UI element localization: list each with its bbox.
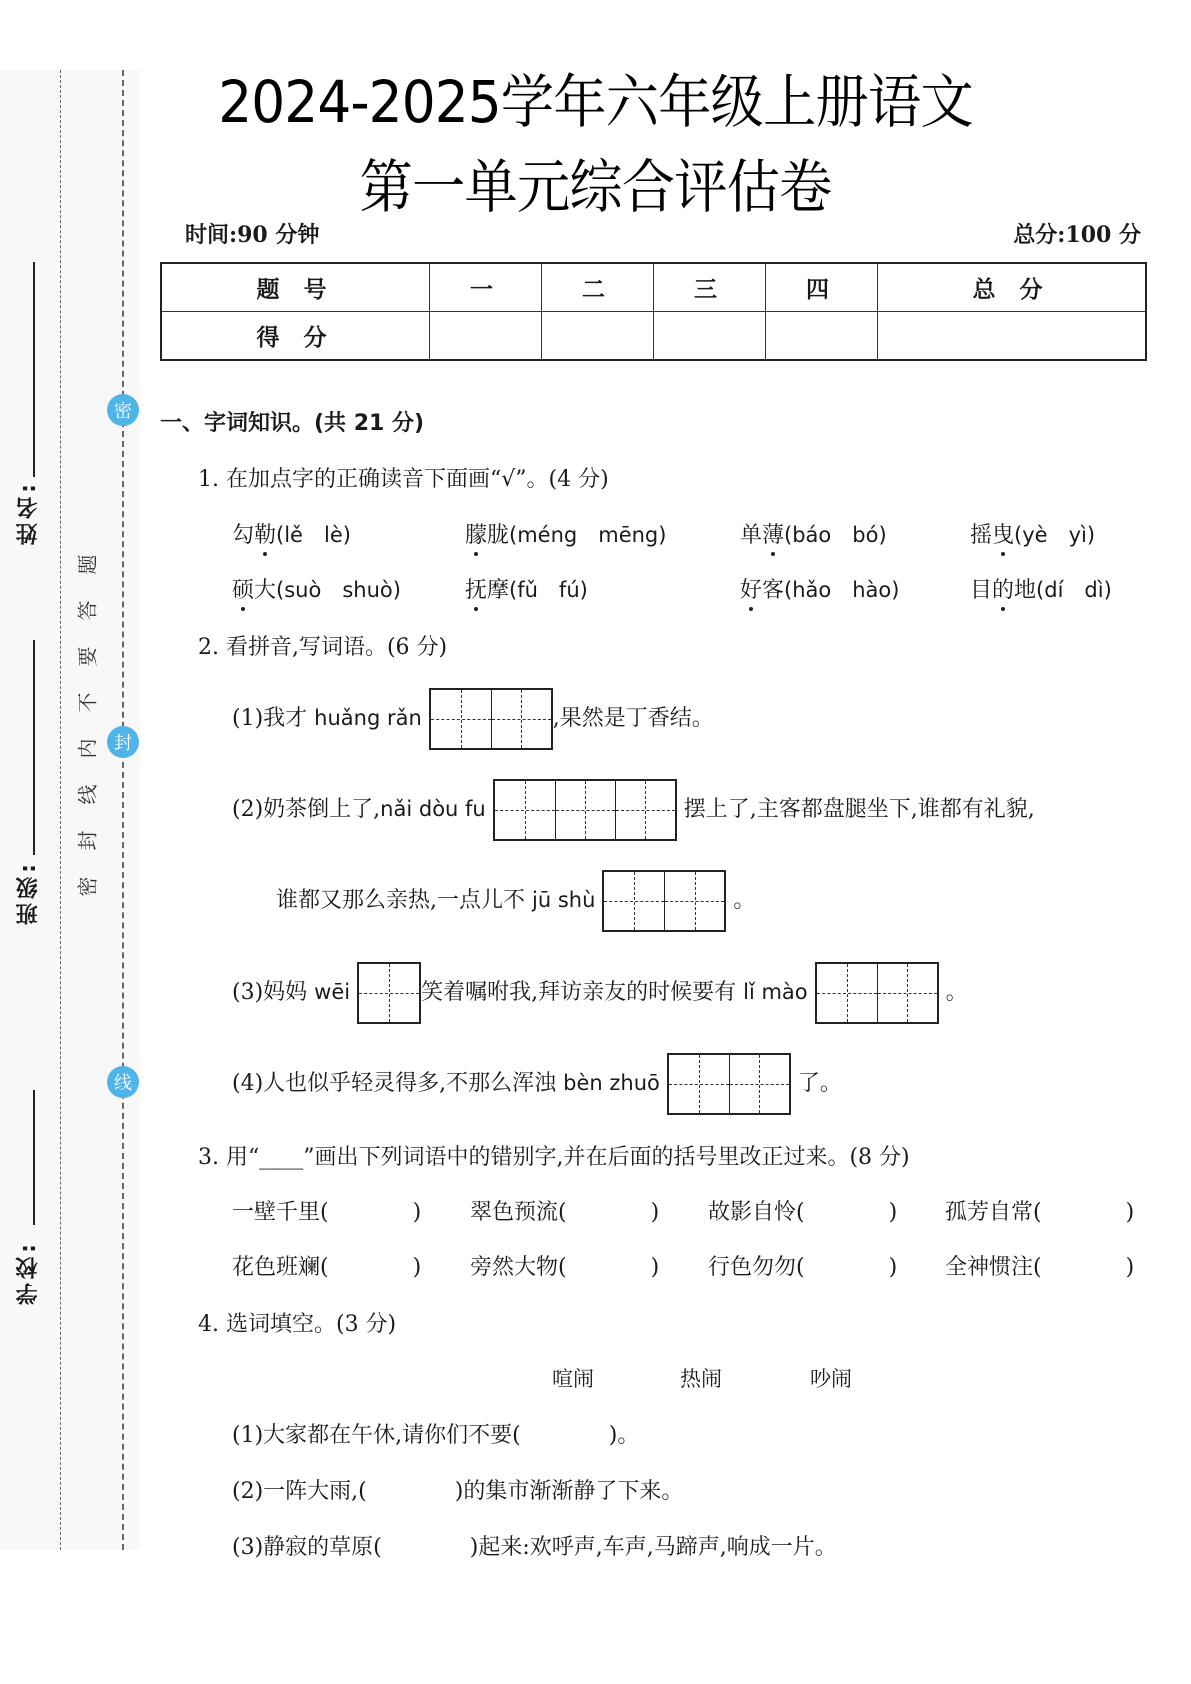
dotted-char: 薄	[762, 523, 785, 548]
pinyin-prompt: bèn zhuō	[563, 1071, 660, 1095]
school-field[interactable]	[8, 1240, 48, 1305]
sentence-text: 摆上了,主客都盘腿坐下,谁都有礼貌,	[683, 797, 1035, 822]
seal-char: 题	[75, 554, 100, 575]
word-part: 大	[254, 578, 277, 603]
score-cell[interactable]	[653, 312, 765, 361]
word: 翠色预流	[470, 1200, 559, 1225]
q1-item[interactable]	[232, 518, 351, 549]
word: 旁然大物	[470, 1255, 559, 1280]
q3-item[interactable]	[708, 1195, 897, 1226]
name-blank-line[interactable]	[33, 262, 35, 477]
cut-line-inner	[60, 70, 61, 1550]
q4-sentence-2[interactable]: (2)一阵大雨,( )的集市渐渐静了下来。	[232, 1479, 684, 1504]
paren: )	[1125, 1255, 1135, 1280]
exam-title: 2024-2025学年六年级上册语文	[218, 68, 973, 136]
pinyin-options[interactable]: (méng mēng)	[509, 523, 667, 547]
header-cell: 三	[653, 263, 765, 312]
q3-item[interactable]	[945, 1195, 1134, 1226]
word-part: 目	[970, 578, 993, 603]
pinyin-prompt: jū shù	[532, 888, 596, 912]
header-cell: 总 分	[877, 263, 1146, 312]
q2-sentence-2b	[276, 870, 755, 932]
name-field[interactable]	[8, 480, 48, 545]
word-part: 勾	[232, 523, 255, 548]
q3-item[interactable]	[232, 1195, 421, 1226]
paren: )	[650, 1200, 660, 1225]
section-title	[160, 406, 424, 437]
sentence-text: 。	[945, 980, 968, 1005]
seal-badge-xian: 线	[107, 1066, 139, 1098]
pinyin-prompt: huǎng rǎn	[314, 706, 422, 730]
dotted-char: 朦	[465, 523, 488, 548]
class-blank-line-lower[interactable]	[33, 1090, 35, 1225]
paren: (	[1033, 1200, 1042, 1225]
dotted-char: 抚	[465, 578, 488, 603]
class-field[interactable]	[8, 860, 48, 925]
pinyin-prompt: nǎi dòu fu	[380, 797, 486, 821]
sentence-text: (4)人也似乎轻灵得多,不那么浑浊	[232, 1071, 564, 1096]
sentence-text: 谁都又那么亲热,一点儿不	[276, 888, 532, 913]
q2-sentence-2	[232, 779, 1035, 841]
seal-warning-text	[75, 550, 100, 901]
exam-total-score: 总分:100 分	[1013, 222, 1141, 248]
header-cell: 题 号	[161, 263, 430, 312]
word-part: 单	[740, 523, 763, 548]
word-part: 地	[1014, 578, 1037, 603]
q1-item[interactable]	[740, 573, 899, 604]
paren: (	[558, 1200, 567, 1225]
sentence-text: (3)妈妈	[232, 980, 315, 1005]
sentence-text: 笑着嘱咐我,拜访亲友的时候要有	[421, 980, 744, 1005]
seal-badge-feng: 封	[107, 726, 139, 758]
q1-item[interactable]	[465, 573, 588, 604]
dotted-char: 的	[992, 578, 1015, 603]
section-title-text: 一、字词知识。(共 21 分)	[160, 411, 425, 436]
dotted-char: 硕	[232, 578, 255, 603]
q1-item[interactable]	[232, 573, 401, 604]
q4-option: 热闹	[680, 1367, 722, 1391]
pinyin-prompt: lǐ mào	[743, 980, 808, 1004]
pinyin-prompt: wēi	[314, 980, 351, 1004]
word-part: 胧	[487, 523, 510, 548]
paren: (	[1033, 1255, 1042, 1280]
seal-char: 要	[75, 646, 100, 667]
paren: )	[650, 1255, 660, 1280]
writing-grid-1[interactable]	[357, 962, 421, 1024]
q2-sentence-1	[232, 688, 714, 750]
row-label: 得 分	[161, 312, 430, 361]
q1-item[interactable]	[970, 573, 1112, 604]
q2-sentence-4	[232, 1053, 842, 1115]
class-blank-line[interactable]	[33, 640, 35, 855]
q3-item[interactable]	[470, 1195, 659, 1226]
pinyin-options[interactable]: (fǔ fú)	[509, 578, 588, 602]
seal-char: 密	[75, 876, 100, 897]
pinyin-options[interactable]: (dí dì)	[1036, 578, 1112, 602]
paren: (	[558, 1255, 567, 1280]
word: 全神惯注	[945, 1255, 1034, 1280]
sentence-text: (1)我才	[232, 706, 315, 731]
q3-item[interactable]	[945, 1250, 1134, 1281]
pinyin-options[interactable]: (báo bó)	[784, 523, 887, 547]
seal-char: 内	[75, 738, 100, 759]
q1-item[interactable]	[740, 518, 887, 549]
writing-grid-2[interactable]	[815, 962, 939, 1024]
seal-char: 封	[75, 830, 100, 851]
dotted-char: 曳	[992, 523, 1015, 548]
q4-prompt: 4. 选词填空。(3 分)	[198, 1312, 397, 1337]
score-table-header-row	[161, 263, 1146, 312]
q1-prompt: 1. 在加点字的正确读音下面画“√”。(4 分)	[198, 467, 609, 492]
word: 故影自怜	[708, 1200, 797, 1225]
paren: )	[888, 1200, 898, 1225]
seal-line	[122, 70, 124, 1550]
pinyin-options[interactable]: (hǎo hào)	[784, 578, 900, 602]
pinyin-options[interactable]: (lě lè)	[276, 523, 351, 547]
writing-grid-2[interactable]	[429, 688, 553, 750]
q4-option: 喧闹	[552, 1367, 594, 1391]
q4-sentence-1[interactable]: (1)大家都在午休,请你们不要( )。	[232, 1423, 640, 1448]
q1-item[interactable]	[465, 518, 666, 549]
seal-char: 答	[75, 600, 100, 621]
seal-char: 线	[75, 784, 100, 805]
pinyin-options[interactable]: (yè yì)	[1014, 523, 1096, 547]
dotted-char: 勒	[254, 523, 277, 548]
paren: )	[412, 1255, 422, 1280]
paren: )	[412, 1200, 422, 1225]
score-cell[interactable]	[877, 312, 1146, 361]
word: 花色班斓	[232, 1255, 321, 1280]
exam-subtitle: 第一单元综合评估卷	[359, 153, 832, 221]
q1-item[interactable]	[970, 518, 1095, 549]
q3-item[interactable]	[708, 1250, 897, 1281]
word: 孤芳自常	[945, 1200, 1034, 1225]
word-part: 摩	[487, 578, 510, 603]
writing-grid-2[interactable]	[602, 870, 726, 932]
paren: (	[796, 1255, 805, 1280]
class-label: 班级:	[15, 860, 41, 925]
q2-prompt: 2. 看拼音,写词语。(6 分)	[198, 635, 448, 660]
pinyin-options[interactable]: (suò shuò)	[276, 578, 401, 602]
q3-prompt: 3. 用“____”画出下列词语中的错别字,并在后面的括号里改正过来。(8 分)	[198, 1145, 910, 1170]
sentence-text: 。	[733, 888, 756, 913]
score-table-score-row	[161, 312, 1146, 361]
word-part: 客	[762, 578, 785, 603]
score-table	[160, 262, 1147, 361]
writing-grid-3[interactable]	[493, 779, 677, 841]
seal-char: 不	[75, 692, 100, 713]
dotted-char: 好	[740, 578, 763, 603]
header-cell: 二	[541, 263, 653, 312]
sentence-text: 了。	[797, 1071, 842, 1096]
name-label: 姓名:	[15, 480, 41, 545]
header-cell: 一	[430, 263, 542, 312]
paren: (	[320, 1255, 329, 1280]
q3-item[interactable]	[232, 1250, 421, 1281]
writing-grid-2[interactable]	[667, 1053, 791, 1115]
paren: (	[320, 1200, 329, 1225]
score-cell[interactable]	[541, 312, 653, 361]
word: 行色勿勿	[708, 1255, 797, 1280]
paren: )	[1125, 1200, 1135, 1225]
q2-sentence-3	[232, 962, 968, 1024]
sentence-text: (2)奶茶倒上了,	[232, 797, 381, 822]
binding-margin	[0, 70, 140, 1550]
header-cell: 四	[765, 263, 877, 312]
school-label: 学校:	[15, 1240, 41, 1305]
word-part: 摇	[970, 523, 993, 548]
q3-item[interactable]	[470, 1250, 659, 1281]
word: 一壁千里	[232, 1200, 321, 1225]
score-cell[interactable]	[765, 312, 877, 361]
q4-option: 吵闹	[810, 1367, 852, 1391]
paren: )	[888, 1255, 898, 1280]
paren: (	[796, 1200, 805, 1225]
seal-badge-mi: 密	[107, 394, 139, 426]
exam-time: 时间:90 分钟	[185, 222, 320, 248]
sentence-text: ,果然是丁香结。	[552, 706, 714, 731]
q4-sentence-3[interactable]: (3)静寂的草原( )起来:欢呼声,车声,马蹄声,响成一片。	[232, 1535, 837, 1560]
score-cell[interactable]	[430, 312, 542, 361]
